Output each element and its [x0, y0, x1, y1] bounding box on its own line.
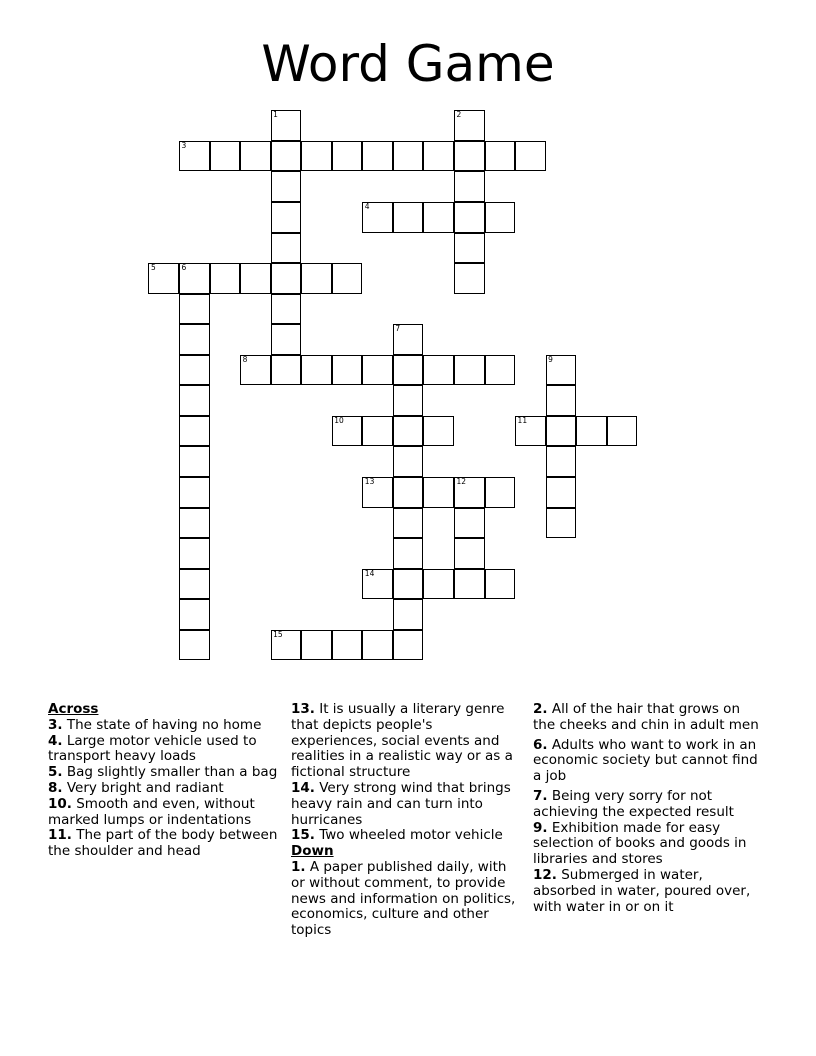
letter-input[interactable]: [241, 264, 270, 293]
letter-input[interactable]: [486, 478, 515, 507]
grid-cell[interactable]: [179, 569, 210, 600]
grid-cell[interactable]: [423, 202, 454, 233]
clue-text: All of the hair that grows on the cheeks and chin in adult men: [533, 701, 759, 733]
clue-number: 1.: [291, 858, 306, 875]
clue-text: The part of the body between the shoulder and head: [48, 827, 278, 860]
letter-input[interactable]: [272, 264, 301, 293]
grid-cell[interactable]: [485, 141, 516, 172]
letter-input[interactable]: [180, 295, 209, 324]
letter-input[interactable]: [577, 417, 606, 446]
letter-input[interactable]: [333, 417, 362, 446]
grid-cell[interactable]: [393, 202, 424, 233]
letter-input[interactable]: [394, 356, 423, 385]
letter-input[interactable]: [211, 142, 240, 171]
grid-cell[interactable]: [607, 416, 638, 447]
grid-cell[interactable]: [393, 599, 424, 630]
grid-cell[interactable]: [454, 110, 485, 141]
clue-number: 9.: [533, 819, 548, 836]
letter-input[interactable]: [486, 142, 515, 171]
letter-input[interactable]: [180, 325, 209, 354]
across-heading: Across: [48, 701, 99, 717]
clue-number-label: 8: [242, 354, 248, 364]
grid-cell[interactable]: [546, 477, 577, 508]
clue-across-8: [48, 781, 280, 797]
grid-cell[interactable]: [179, 324, 210, 355]
letter-input[interactable]: [180, 356, 209, 385]
grid-cell[interactable]: [454, 202, 485, 233]
letter-input[interactable]: [394, 142, 423, 171]
grid-cell[interactable]: [271, 171, 302, 202]
clue-text: Adults who want to work in an economic society but cannot find a job: [533, 736, 758, 785]
clue-text: A paper published daily, with or without comment, to provide news and information on politics, economics, culture and other topics: [291, 858, 516, 939]
letter-input[interactable]: [394, 600, 423, 629]
letter-input[interactable]: [302, 142, 331, 171]
letter-input[interactable]: [547, 478, 576, 507]
clue-down-9: [533, 821, 765, 868]
letter-input[interactable]: [302, 631, 331, 660]
letter-input[interactable]: [547, 509, 576, 538]
letter-input[interactable]: [486, 356, 515, 385]
grid-cell[interactable]: [454, 171, 485, 202]
grid-cell[interactable]: [148, 263, 179, 294]
clue-number-label: 4: [364, 202, 370, 211]
letter-input[interactable]: [272, 325, 301, 354]
grid-cell[interactable]: [271, 110, 302, 141]
letter-input[interactable]: [424, 356, 453, 385]
clue-text: Bag slightly smaller than a bag: [66, 764, 278, 781]
clue-across-3: [48, 718, 280, 734]
clue-number-label: 1: [273, 110, 278, 120]
letter-input[interactable]: [455, 356, 484, 385]
clue-number: 13.: [291, 701, 315, 717]
letter-input[interactable]: [394, 509, 423, 538]
grid-cell[interactable]: [454, 508, 485, 539]
grid-cell[interactable]: [393, 477, 424, 508]
grid-cell[interactable]: [362, 569, 393, 600]
letter-input[interactable]: [455, 539, 484, 568]
grid-cell[interactable]: [179, 141, 210, 172]
grid-cell[interactable]: [179, 355, 210, 386]
clue-number: 7.: [533, 787, 548, 804]
letter-input[interactable]: [180, 264, 209, 293]
letter-input[interactable]: [180, 478, 209, 507]
grid-cell[interactable]: [362, 416, 393, 447]
letter-input[interactable]: [424, 142, 453, 171]
letter-input[interactable]: [394, 539, 423, 568]
letter-input[interactable]: [363, 203, 392, 232]
clue-column-3: [533, 702, 765, 915]
letter-input[interactable]: [424, 203, 453, 232]
letter-input[interactable]: [180, 447, 209, 476]
clue-text: Submerged in water, absorbed in water, poured over, with water in or on it: [533, 866, 751, 915]
letter-input[interactable]: [516, 142, 545, 171]
letter-input[interactable]: [180, 631, 209, 660]
letter-input[interactable]: [272, 631, 301, 660]
clue-number-label: 5: [150, 263, 156, 273]
letter-input[interactable]: [394, 386, 423, 415]
grid-cell[interactable]: [271, 141, 302, 172]
letter-input[interactable]: [516, 417, 545, 446]
clue-number: 6.: [533, 736, 548, 753]
grid-cell[interactable]: [454, 233, 485, 264]
clue-number: 11.: [48, 827, 72, 844]
clue-across-11: [48, 828, 280, 860]
grid-cell[interactable]: [332, 141, 363, 172]
clue-text: Very bright and radiant: [66, 779, 224, 796]
clue-number: 3.: [48, 716, 63, 733]
grid-cell[interactable]: [179, 538, 210, 569]
grid-cell[interactable]: [271, 233, 302, 264]
letter-input[interactable]: [272, 111, 301, 140]
grid-cell[interactable]: [454, 141, 485, 172]
letter-input[interactable]: [394, 478, 423, 507]
clue-number-label: 13: [364, 476, 375, 486]
clue-number: 5.: [48, 764, 63, 781]
grid-cell[interactable]: [485, 477, 516, 508]
letter-input[interactable]: [486, 203, 515, 232]
grid-cell[interactable]: [362, 355, 393, 386]
clue-number: 12.: [533, 866, 557, 883]
grid-cell[interactable]: [393, 385, 424, 416]
grid-cell[interactable]: [271, 294, 302, 325]
grid-cell[interactable]: [179, 263, 210, 294]
grid-cell[interactable]: [515, 416, 546, 447]
clue-across-4: [48, 734, 280, 766]
letter-input[interactable]: [424, 417, 453, 446]
grid-cell[interactable]: [179, 446, 210, 477]
letter-input[interactable]: [241, 142, 270, 171]
puzzle-title: Word Game: [261, 35, 555, 93]
clue-number-label: 9: [548, 354, 553, 364]
grid-cell[interactable]: [271, 202, 302, 233]
letter-input[interactable]: [180, 417, 209, 446]
grid-cell[interactable]: [179, 294, 210, 325]
grid-cell[interactable]: [546, 416, 577, 447]
letter-input[interactable]: [333, 264, 362, 293]
grid-cell[interactable]: [271, 630, 302, 661]
clue-number-label: 11: [517, 415, 528, 425]
letter-input[interactable]: [180, 600, 209, 629]
grid-cell[interactable]: [393, 538, 424, 569]
letter-input[interactable]: [363, 417, 392, 446]
letter-input[interactable]: [455, 111, 484, 140]
clue-text: Being very sorry for not achieving the expected result: [533, 787, 734, 820]
clue-text: Very strong wind that brings heavy rain and can turn into hurricanes: [291, 779, 511, 828]
grid-cell[interactable]: [210, 263, 241, 294]
grid-cell[interactable]: [423, 416, 454, 447]
letter-input[interactable]: [455, 264, 484, 293]
clue-number-label: 2: [456, 110, 462, 120]
letter-input[interactable]: [272, 142, 301, 171]
grid-cell[interactable]: [332, 416, 363, 447]
clue-number: 10.: [48, 795, 72, 812]
clue-down-12: [533, 868, 765, 915]
clue-text: Large motor vehicle used to transport heavy loads: [48, 732, 257, 765]
grid-cell[interactable]: [240, 355, 271, 386]
letter-input[interactable]: [180, 570, 209, 599]
letter-input[interactable]: [272, 172, 301, 201]
letter-input[interactable]: [333, 356, 362, 385]
grid-cell[interactable]: [301, 263, 332, 294]
grid-cell[interactable]: [454, 569, 485, 600]
grid-cell[interactable]: [301, 630, 332, 661]
letter-input[interactable]: [394, 417, 423, 446]
clue-number-label: 7: [395, 324, 401, 334]
grid-cell[interactable]: [485, 355, 516, 386]
letter-input[interactable]: [363, 478, 392, 507]
letter-input[interactable]: [302, 264, 331, 293]
clue-across-15: [291, 828, 521, 844]
grid-cell[interactable]: [393, 141, 424, 172]
grid-cell[interactable]: [210, 141, 241, 172]
clue-number-label: 12: [456, 476, 466, 486]
grid-cell[interactable]: [393, 630, 424, 661]
clue-column-2: [291, 702, 521, 939]
clue-down-1: [291, 860, 521, 939]
letter-input[interactable]: [333, 631, 362, 660]
letter-input[interactable]: [363, 631, 392, 660]
grid-cell[interactable]: [271, 355, 302, 386]
clue-number-label: 10: [334, 415, 344, 425]
letter-input[interactable]: [547, 447, 576, 476]
letter-input[interactable]: [608, 417, 637, 446]
grid-cell[interactable]: [179, 599, 210, 630]
clue-number: 2.: [533, 701, 548, 717]
clue-down-6: [533, 738, 765, 785]
letter-input[interactable]: [455, 509, 484, 538]
letter-input[interactable]: [333, 142, 362, 171]
grid-cell[interactable]: [576, 416, 607, 447]
clue-text: Exhibition made for easy selection of books and goods in libraries and stores: [533, 819, 747, 868]
clue-number-label: 6: [181, 263, 187, 273]
letter-input[interactable]: [455, 478, 484, 507]
grid-cell[interactable]: [362, 141, 393, 172]
letter-input[interactable]: [424, 478, 453, 507]
grid-cell[interactable]: [362, 202, 393, 233]
clue-number: 15.: [291, 827, 315, 844]
grid-cell[interactable]: [546, 355, 577, 386]
grid-cell[interactable]: [240, 263, 271, 294]
letter-input[interactable]: [180, 142, 209, 171]
letter-input[interactable]: [394, 203, 423, 232]
letter-input[interactable]: [272, 295, 301, 324]
letter-input[interactable]: [363, 142, 392, 171]
grid-cell[interactable]: [454, 538, 485, 569]
clue-across-14: [291, 781, 521, 828]
grid-cell[interactable]: [271, 263, 302, 294]
grid-cell[interactable]: [546, 446, 577, 477]
clue-text: Two wheeled motor vehicle: [319, 827, 503, 844]
grid-cell[interactable]: [179, 477, 210, 508]
grid-cell[interactable]: [179, 385, 210, 416]
clue-down-2: [533, 702, 765, 734]
grid-cell[interactable]: [423, 141, 454, 172]
grid-cell[interactable]: [362, 477, 393, 508]
down-heading: Down: [291, 843, 334, 860]
grid-cell[interactable]: [332, 355, 363, 386]
letter-input[interactable]: [272, 234, 301, 263]
grid-cell[interactable]: [454, 355, 485, 386]
letter-input[interactable]: [363, 356, 392, 385]
letter-input[interactable]: [394, 570, 423, 599]
grid-cell[interactable]: [454, 477, 485, 508]
clue-number: 4.: [48, 732, 63, 749]
clue-text: It is usually a literary genre that depicts people's experiences, social events and realities in a realistic way or as a fictional structure: [291, 701, 513, 781]
clue-down-7: [533, 789, 765, 821]
grid-cell[interactable]: [332, 630, 363, 661]
grid-cell[interactable]: [515, 141, 546, 172]
letter-input[interactable]: [149, 264, 178, 293]
clue-text: Smooth and even, without marked lumps or indentations: [48, 795, 255, 828]
letter-input[interactable]: [455, 142, 484, 171]
letter-input[interactable]: [394, 447, 423, 476]
grid-cell[interactable]: [546, 385, 577, 416]
letter-input[interactable]: [241, 356, 270, 385]
letter-input[interactable]: [394, 631, 423, 660]
grid-cell[interactable]: [179, 416, 210, 447]
letter-input[interactable]: [547, 356, 576, 385]
grid-cell[interactable]: [485, 569, 516, 600]
letter-input[interactable]: [211, 264, 240, 293]
letter-input[interactable]: [547, 386, 576, 415]
letter-input[interactable]: [180, 539, 209, 568]
letter-input[interactable]: [272, 203, 301, 232]
letter-input[interactable]: [424, 570, 453, 599]
letter-input[interactable]: [455, 570, 484, 599]
grid-cell[interactable]: [393, 416, 424, 447]
grid-cell[interactable]: [423, 477, 454, 508]
grid-cell[interactable]: [393, 569, 424, 600]
clue-number-label: 14: [364, 568, 375, 578]
grid-cell[interactable]: [393, 446, 424, 477]
letter-input[interactable]: [180, 386, 209, 415]
grid-cell[interactable]: [393, 508, 424, 539]
letter-input[interactable]: [486, 570, 515, 599]
clue-across-13: [291, 702, 521, 781]
grid-cell[interactable]: [423, 355, 454, 386]
letter-input[interactable]: [302, 356, 331, 385]
grid-cell[interactable]: [332, 263, 363, 294]
grid-cell[interactable]: [179, 630, 210, 661]
clue-across-5: [48, 765, 280, 781]
letter-input[interactable]: [180, 509, 209, 538]
clue-number-label: 15: [273, 629, 283, 639]
grid-cell[interactable]: [240, 141, 271, 172]
grid-cell[interactable]: [454, 263, 485, 294]
clue-number: 14.: [291, 779, 315, 796]
grid-cell[interactable]: [485, 202, 516, 233]
letter-input[interactable]: [455, 172, 484, 201]
letter-input[interactable]: [363, 570, 392, 599]
clue-across-10: [48, 797, 280, 829]
clue-column-1: [48, 702, 280, 860]
letter-input[interactable]: [394, 325, 423, 354]
letter-input[interactable]: [455, 203, 484, 232]
grid-cell[interactable]: [179, 508, 210, 539]
grid-cell[interactable]: [546, 508, 577, 539]
clue-number-label: 3: [181, 140, 187, 150]
grid-cell[interactable]: [393, 355, 424, 386]
grid-cell[interactable]: [423, 569, 454, 600]
clue-text: The state of having no home: [66, 716, 262, 733]
grid-cell[interactable]: [362, 630, 393, 661]
letter-input[interactable]: [272, 356, 301, 385]
letter-input[interactable]: [455, 234, 484, 263]
grid-cell[interactable]: [271, 324, 302, 355]
grid-cell[interactable]: [301, 355, 332, 386]
letter-input[interactable]: [547, 417, 576, 446]
grid-cell[interactable]: [393, 324, 424, 355]
clue-number: 8.: [48, 779, 63, 796]
grid-cell[interactable]: [301, 141, 332, 172]
